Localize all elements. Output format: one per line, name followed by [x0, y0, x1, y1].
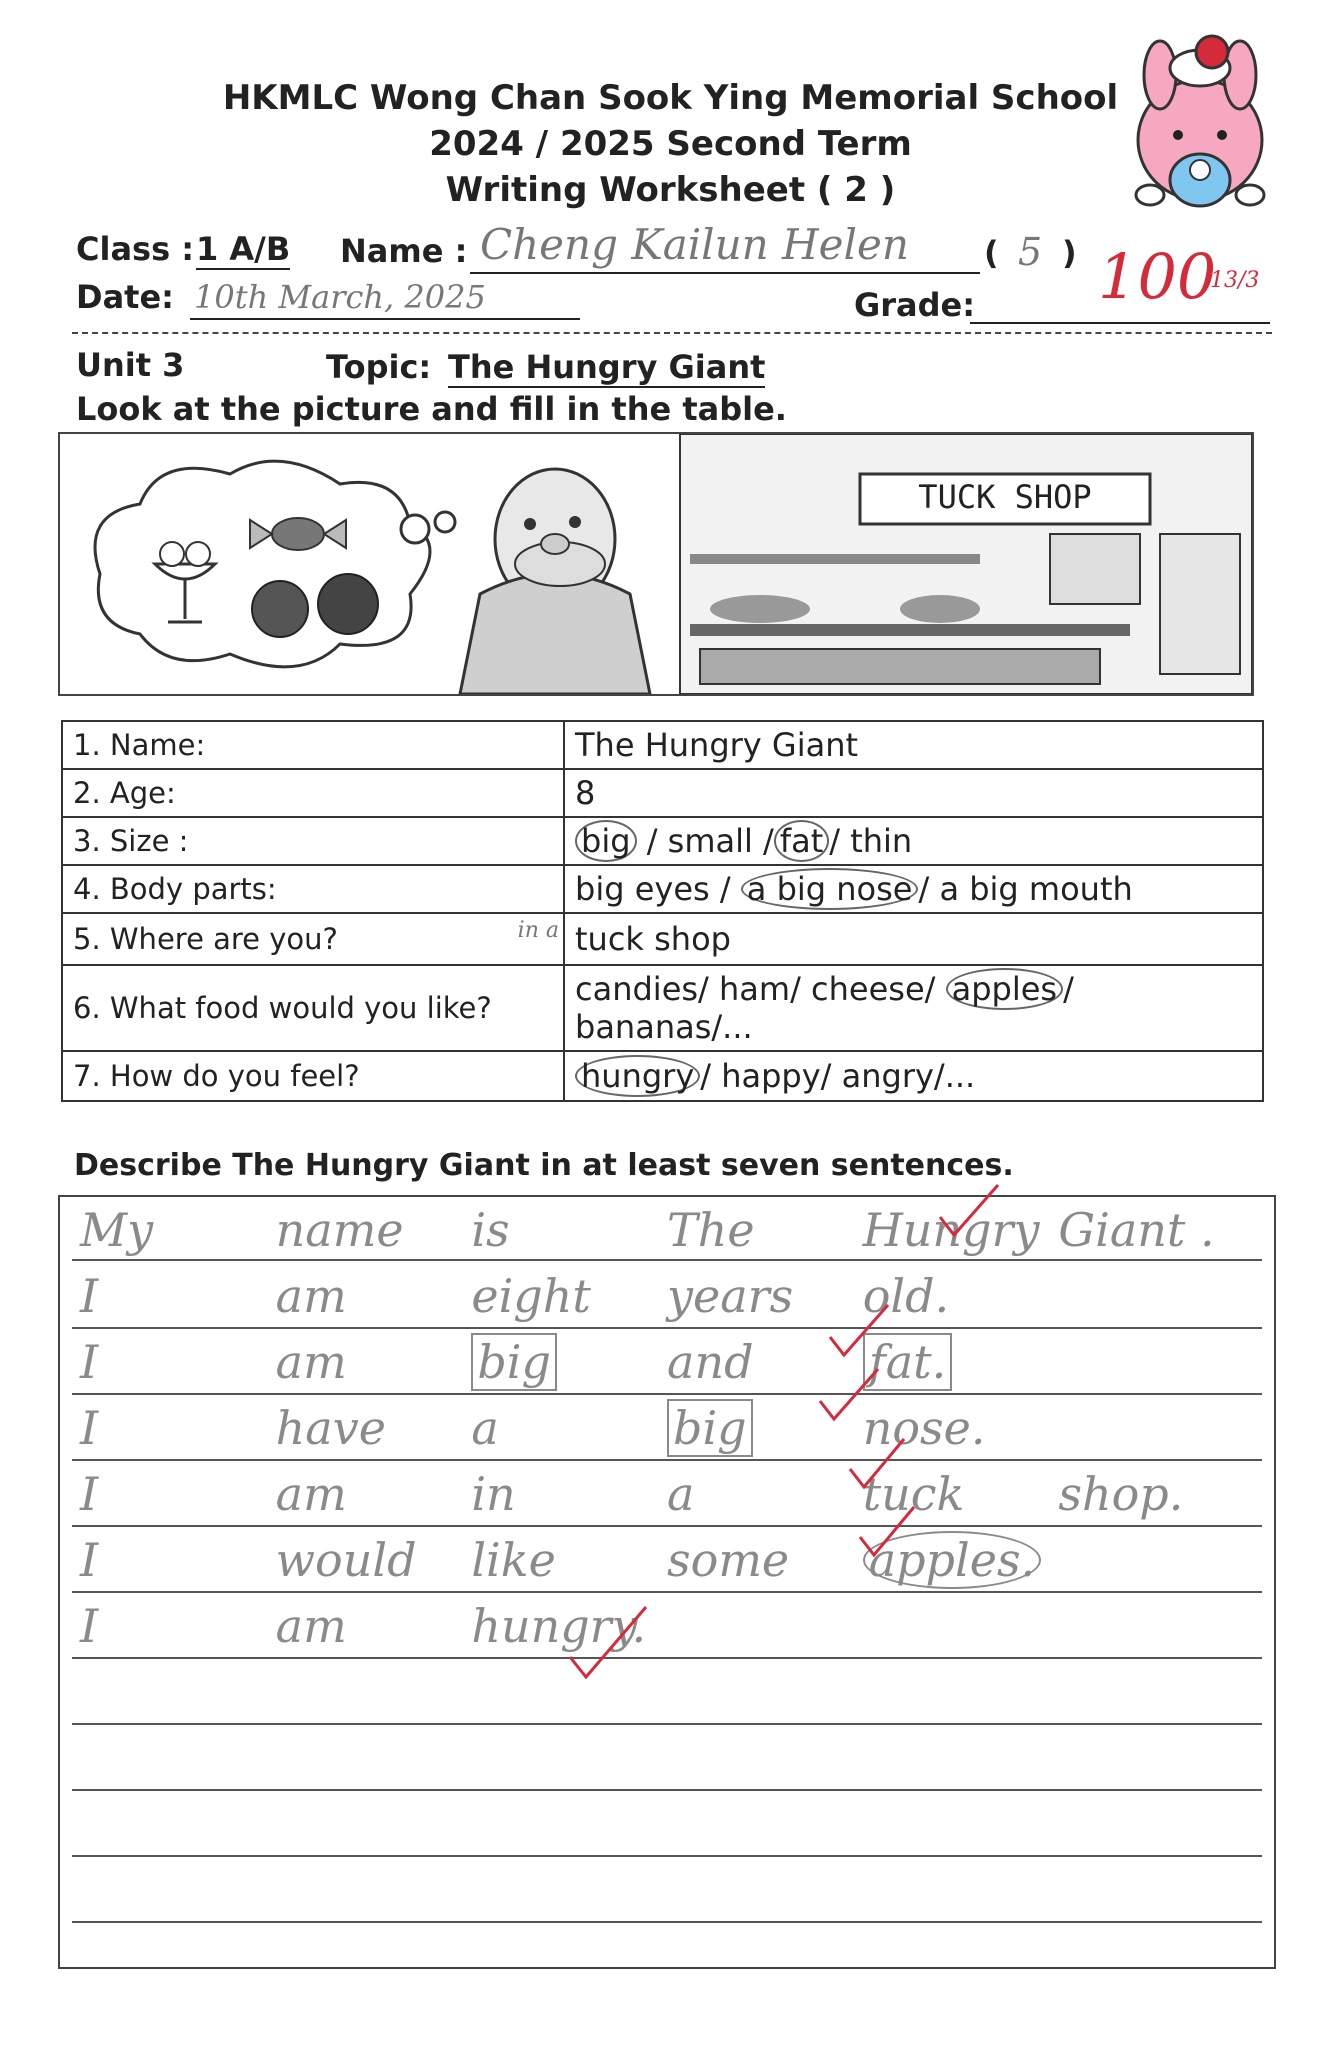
name-label: Name :: [340, 232, 468, 270]
circled-big: big: [575, 820, 637, 862]
word: in: [471, 1467, 516, 1521]
circled-apples: apples: [946, 968, 1063, 1010]
answer-body-end: / a big mouth: [918, 870, 1133, 908]
writing-instruction: Describe The Hungry Giant in at least seven sentences.: [74, 1148, 1014, 1183]
question-name: 1. Name:: [62, 721, 564, 769]
grade-label: Grade:: [854, 286, 976, 324]
answer-size-end: / thin: [829, 822, 913, 860]
word: I: [80, 1599, 99, 1653]
name-line: [470, 220, 980, 274]
writing-box: [58, 1195, 1276, 1969]
topic-label: Topic:: [326, 348, 432, 386]
table-row: [62, 817, 1263, 865]
term: 2024 / 2025 Second Term: [429, 124, 912, 164]
boxed-word: big: [471, 1333, 557, 1391]
table-row: [62, 965, 1263, 1051]
answer-feel-end: / happy/ angry/...: [700, 1057, 976, 1095]
pencil-note: in a: [517, 918, 559, 943]
question-where: [62, 913, 564, 965]
question-size: 3. Size :: [62, 817, 564, 865]
word: The: [667, 1203, 755, 1257]
word: am: [275, 1269, 347, 1323]
word: am: [275, 1467, 347, 1521]
answer-body-parts: [564, 865, 1263, 913]
class-label: Class :: [76, 230, 195, 268]
tick-icon: [820, 1369, 878, 1419]
word: shop.: [1058, 1467, 1184, 1521]
word: I: [80, 1401, 99, 1455]
word: a: [667, 1467, 695, 1521]
topic-value: The Hungry Giant: [448, 348, 766, 386]
circled-hungry: hungry: [575, 1055, 700, 1097]
word: I: [80, 1335, 99, 1389]
table-row: [62, 1051, 1263, 1101]
answer-feel: [564, 1051, 1263, 1101]
circled-big-nose: a big nose: [741, 868, 919, 910]
word: name: [275, 1203, 404, 1257]
table-row: [62, 865, 1263, 913]
word: hungry.: [471, 1599, 647, 1653]
answer-name: The Hungry Giant: [564, 721, 1263, 769]
picture-frame: [58, 432, 1254, 696]
unit-label: Unit 3: [76, 346, 185, 384]
word: am: [275, 1599, 347, 1653]
writing-line: [72, 1789, 1262, 1791]
date-value: 10th March, 2025: [194, 278, 486, 316]
word: have: [275, 1401, 386, 1455]
circled-fat: fat: [774, 820, 829, 862]
word: a: [471, 1401, 499, 1455]
answer-food-slash: /: [1063, 970, 1074, 1008]
word: is: [471, 1203, 510, 1257]
name-value: Cheng Kailun Helen: [480, 220, 909, 269]
word: I: [80, 1269, 99, 1323]
header-divider: [72, 332, 1272, 334]
tick-icon: [830, 1305, 888, 1355]
number-close: ): [1062, 234, 1077, 272]
answer-food-start: candies/ ham/ cheese/: [575, 970, 946, 1008]
school-name: HKMLC Wong Chan Sook Ying Memorial School: [222, 78, 1119, 118]
word: Giant .: [1058, 1203, 1215, 1257]
table-row: [62, 913, 1263, 965]
table-row: [62, 769, 1263, 817]
word: My: [80, 1203, 154, 1257]
word: eight: [471, 1269, 591, 1323]
word: I: [80, 1533, 99, 1587]
worksheet-title: Writing Worksheet ( 2 ): [445, 170, 896, 210]
number-open: (: [984, 234, 999, 272]
boxed-word: fat.: [863, 1333, 953, 1391]
writing-line: [72, 1723, 1262, 1725]
answer-food: [564, 965, 1263, 1051]
tick-icon: [860, 1507, 914, 1555]
info-table: [61, 720, 1264, 1102]
tick-icon: [850, 1439, 904, 1487]
word: and: [667, 1335, 754, 1389]
circled-word: apples.: [863, 1531, 1041, 1589]
score: 100: [1098, 240, 1217, 313]
answer-size-part: / small /: [636, 822, 774, 860]
question-body-parts: 4. Body parts:: [62, 865, 564, 913]
date-line: [190, 276, 580, 320]
tick-icon: [570, 1607, 646, 1677]
question-feel: 7. How do you feel?: [62, 1051, 564, 1101]
teacher-marks: [60, 1157, 1274, 1717]
word: some: [667, 1533, 790, 1587]
question-food: 6. What food would you like?: [62, 965, 564, 1051]
word: nose.: [862, 1401, 986, 1455]
question-where-text: 5. Where are you?: [73, 922, 338, 956]
score-note: 13/3: [1210, 268, 1260, 293]
boxed-word: big: [667, 1399, 753, 1457]
number-value: 5: [1018, 230, 1043, 274]
word: I: [80, 1467, 99, 1521]
word: am: [275, 1335, 347, 1389]
shop-sign: TUCK SHOP: [918, 478, 1092, 516]
word: tuck: [862, 1467, 965, 1521]
answer-age: 8: [564, 769, 1263, 817]
word: years: [667, 1269, 794, 1323]
answer-size: [564, 817, 1263, 865]
answer-food-end: bananas/...: [575, 1008, 753, 1046]
date-label: Date:: [76, 278, 174, 316]
giant-illustration: [60, 434, 1252, 694]
writing-line: [72, 1855, 1262, 1857]
word: like: [471, 1533, 556, 1587]
writing-line: [72, 1921, 1262, 1923]
word: Hungry: [862, 1203, 1040, 1257]
answer-where: tuck shop: [564, 913, 1263, 965]
answer-body-start: big eyes /: [575, 870, 741, 908]
class-value: 1 A/B: [196, 230, 291, 268]
instruction: Look at the picture and fill in the table.: [76, 390, 787, 428]
question-age: 2. Age:: [62, 769, 564, 817]
tick-icon: [940, 1185, 998, 1235]
table-row: [62, 721, 1263, 769]
word: would: [275, 1533, 417, 1587]
word: old.: [862, 1269, 950, 1323]
